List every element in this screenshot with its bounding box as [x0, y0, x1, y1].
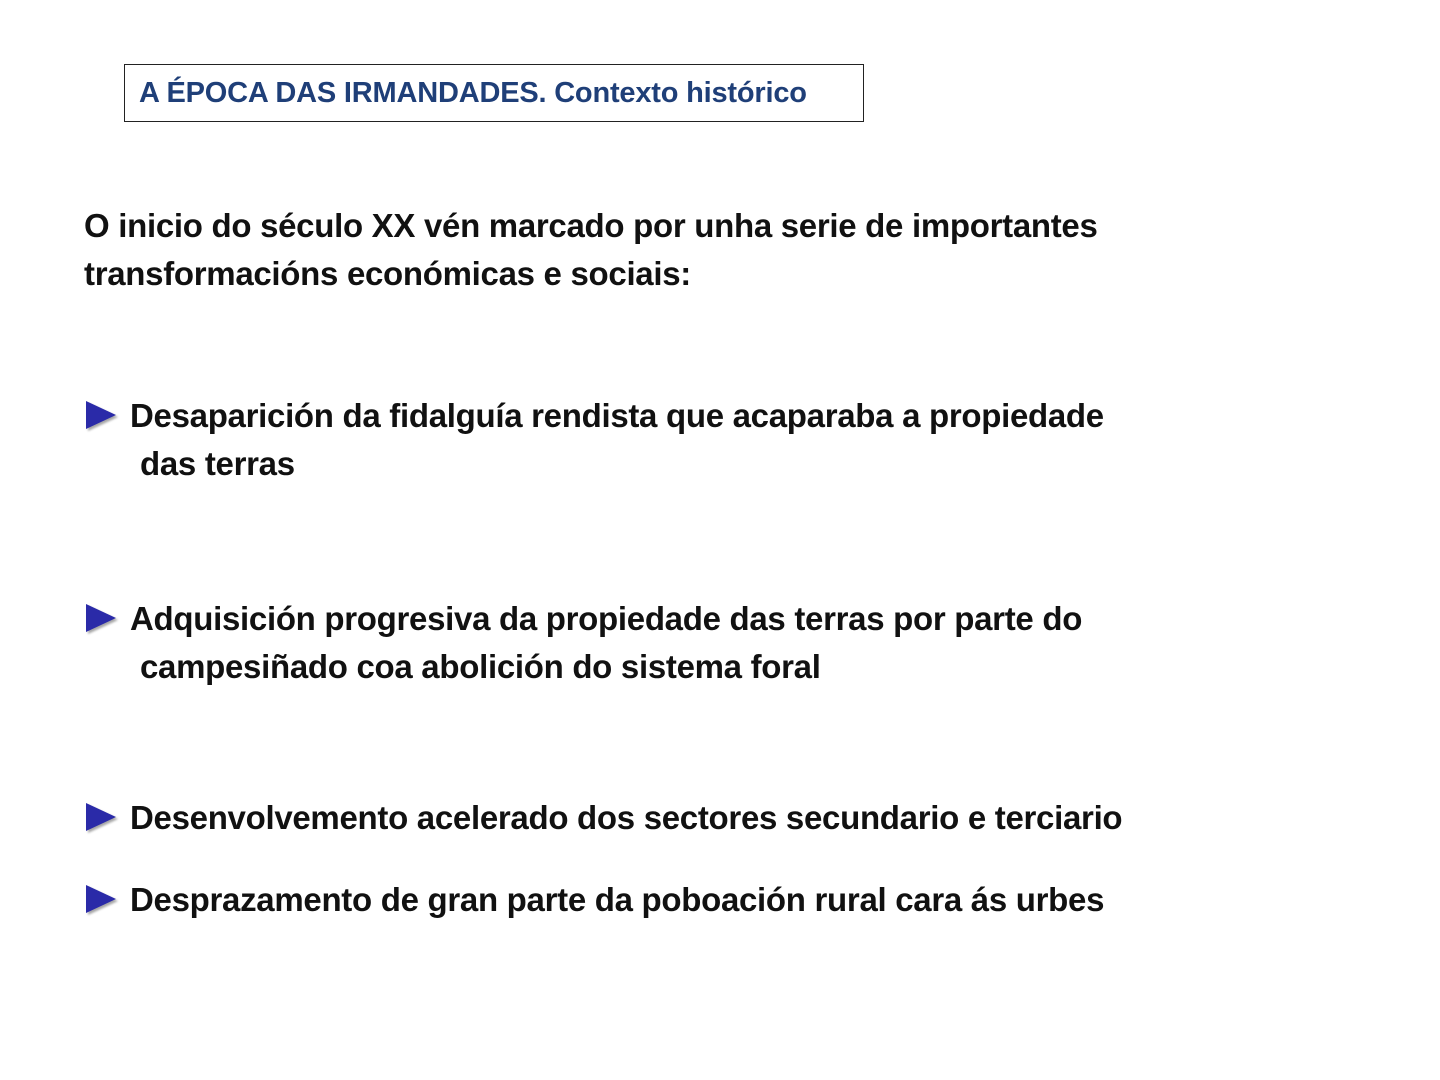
triangle-right-icon	[86, 803, 116, 831]
triangle-right-icon	[86, 885, 116, 913]
slide-title: A ÉPOCA DAS IRMANDADES. Contexto histórico	[139, 76, 807, 109]
bullet-text: Adquisición progresiva da propiedade das terras por parte do	[130, 600, 1083, 637]
bullet-text-continuation: das terras	[140, 445, 295, 482]
bullet-text: Desenvolvemento acelerado dos sectores secundario e terciario	[130, 799, 1123, 836]
bullet-item	[86, 794, 1346, 842]
triangle-right-icon	[86, 401, 116, 429]
bullet-item	[86, 392, 1346, 488]
bullet-text: Desprazamento de gran parte da poboación rural cara ás urbes	[130, 881, 1105, 918]
intro-line: O inicio do século XX vén marcado por unha serie de importantes	[84, 207, 1098, 244]
slide-title-box	[124, 64, 864, 122]
intro-line: transformacións económicas e sociais:	[84, 255, 691, 292]
bullet-item	[86, 876, 1346, 924]
triangle-right-icon	[86, 604, 116, 632]
bullet-item	[86, 595, 1346, 691]
bullet-text-continuation: campesiñado coa abolición do sistema foral	[140, 648, 821, 685]
bullet-text: Desaparición da fidalguía rendista que acaparaba a propiedade	[130, 397, 1104, 434]
intro-paragraph	[84, 202, 1284, 298]
